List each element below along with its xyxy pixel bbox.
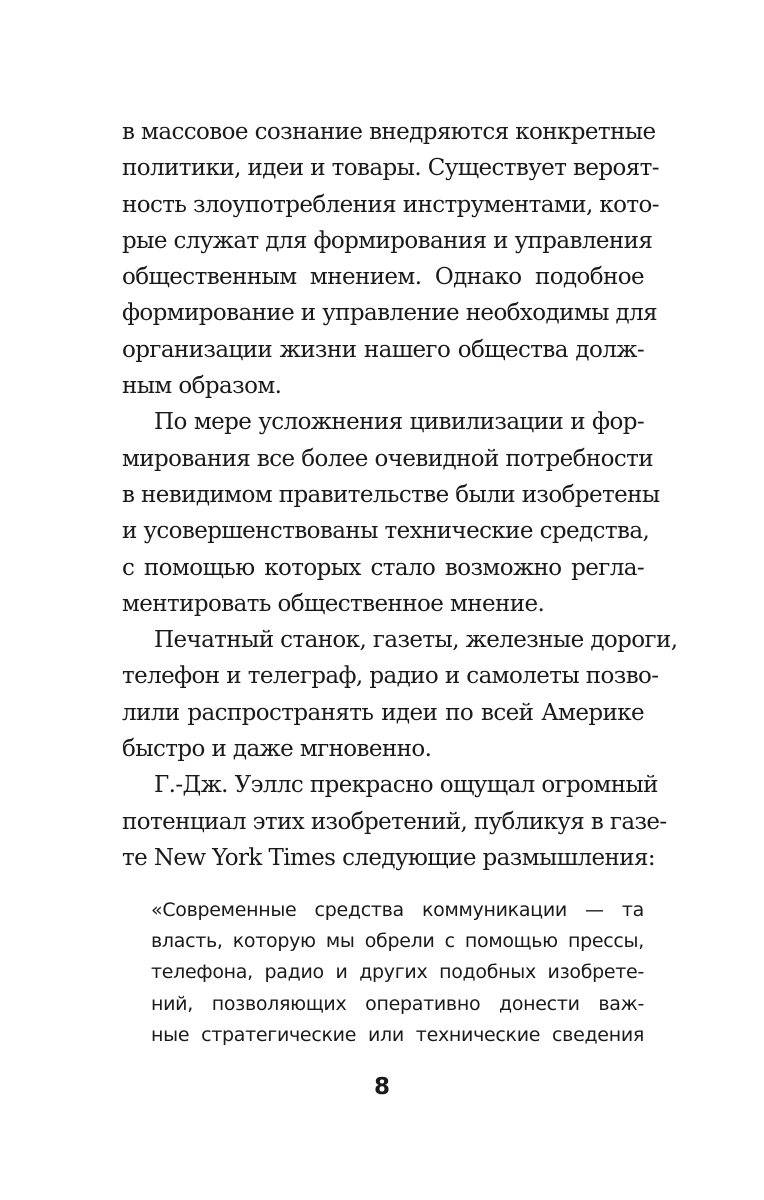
text-line: организации жизни нашего общества долж-	[122, 336, 644, 363]
text-line: ность злоупотребления инструментами, кото-	[122, 191, 659, 218]
text-line: формирование и управление необходимы для	[122, 300, 658, 327]
text-line: мирования все более очевидной потребности	[122, 445, 654, 472]
text-line: и усовершенствованы технические средства,	[122, 518, 650, 545]
text-line: политики, идеи и товары. Существует вероят-	[122, 155, 659, 182]
text-line: ным образом.	[122, 373, 282, 400]
text-line: Г.-Дж. Уэллс прекрасно ощущал огромный	[154, 772, 658, 799]
text-line: рые служат для формирования и управления	[122, 227, 653, 254]
quote-line: телефона, радио и других подобных изобрете-	[151, 961, 644, 984]
text-line: быстро и даже мгновенно.	[122, 736, 432, 763]
text-line: Печатный станок, газеты, железные дороги,	[154, 627, 678, 654]
quote-line: ний, позволяющих оперативно донести важ-	[151, 992, 644, 1015]
text-line: лили распространять идеи по всей Америке	[122, 699, 644, 726]
text-line: По мере усложнения цивилизации и фор-	[154, 409, 644, 436]
quote-line: «Современные средства коммуникации — та	[151, 899, 644, 921]
main-text	[122, 114, 678, 876]
text-line: общественным мнением. Однако подобное	[122, 264, 644, 291]
text-line: в массовое сознание внедряются конкретные	[122, 119, 656, 145]
quotation-block	[151, 895, 644, 1051]
text-line: те New York Times следующие размышления:	[122, 844, 656, 871]
text-line: в невидимом правительстве были изобретены	[122, 481, 660, 508]
quote-line: власть, которую мы обрели с помощью прессы,	[151, 930, 644, 953]
text-line: потенциал этих изобретений, публикуя в газе-	[122, 808, 667, 835]
text-line: ментировать общественное мнение.	[122, 590, 545, 617]
text-line: с помощью которых стало возможно регла-	[122, 554, 644, 581]
page-number: 8	[373, 1074, 390, 1100]
quote-line: ные стратегические или технические сведения	[151, 1023, 644, 1046]
text-line: телефон и телеграф, радио и самолеты позво-	[122, 663, 659, 690]
